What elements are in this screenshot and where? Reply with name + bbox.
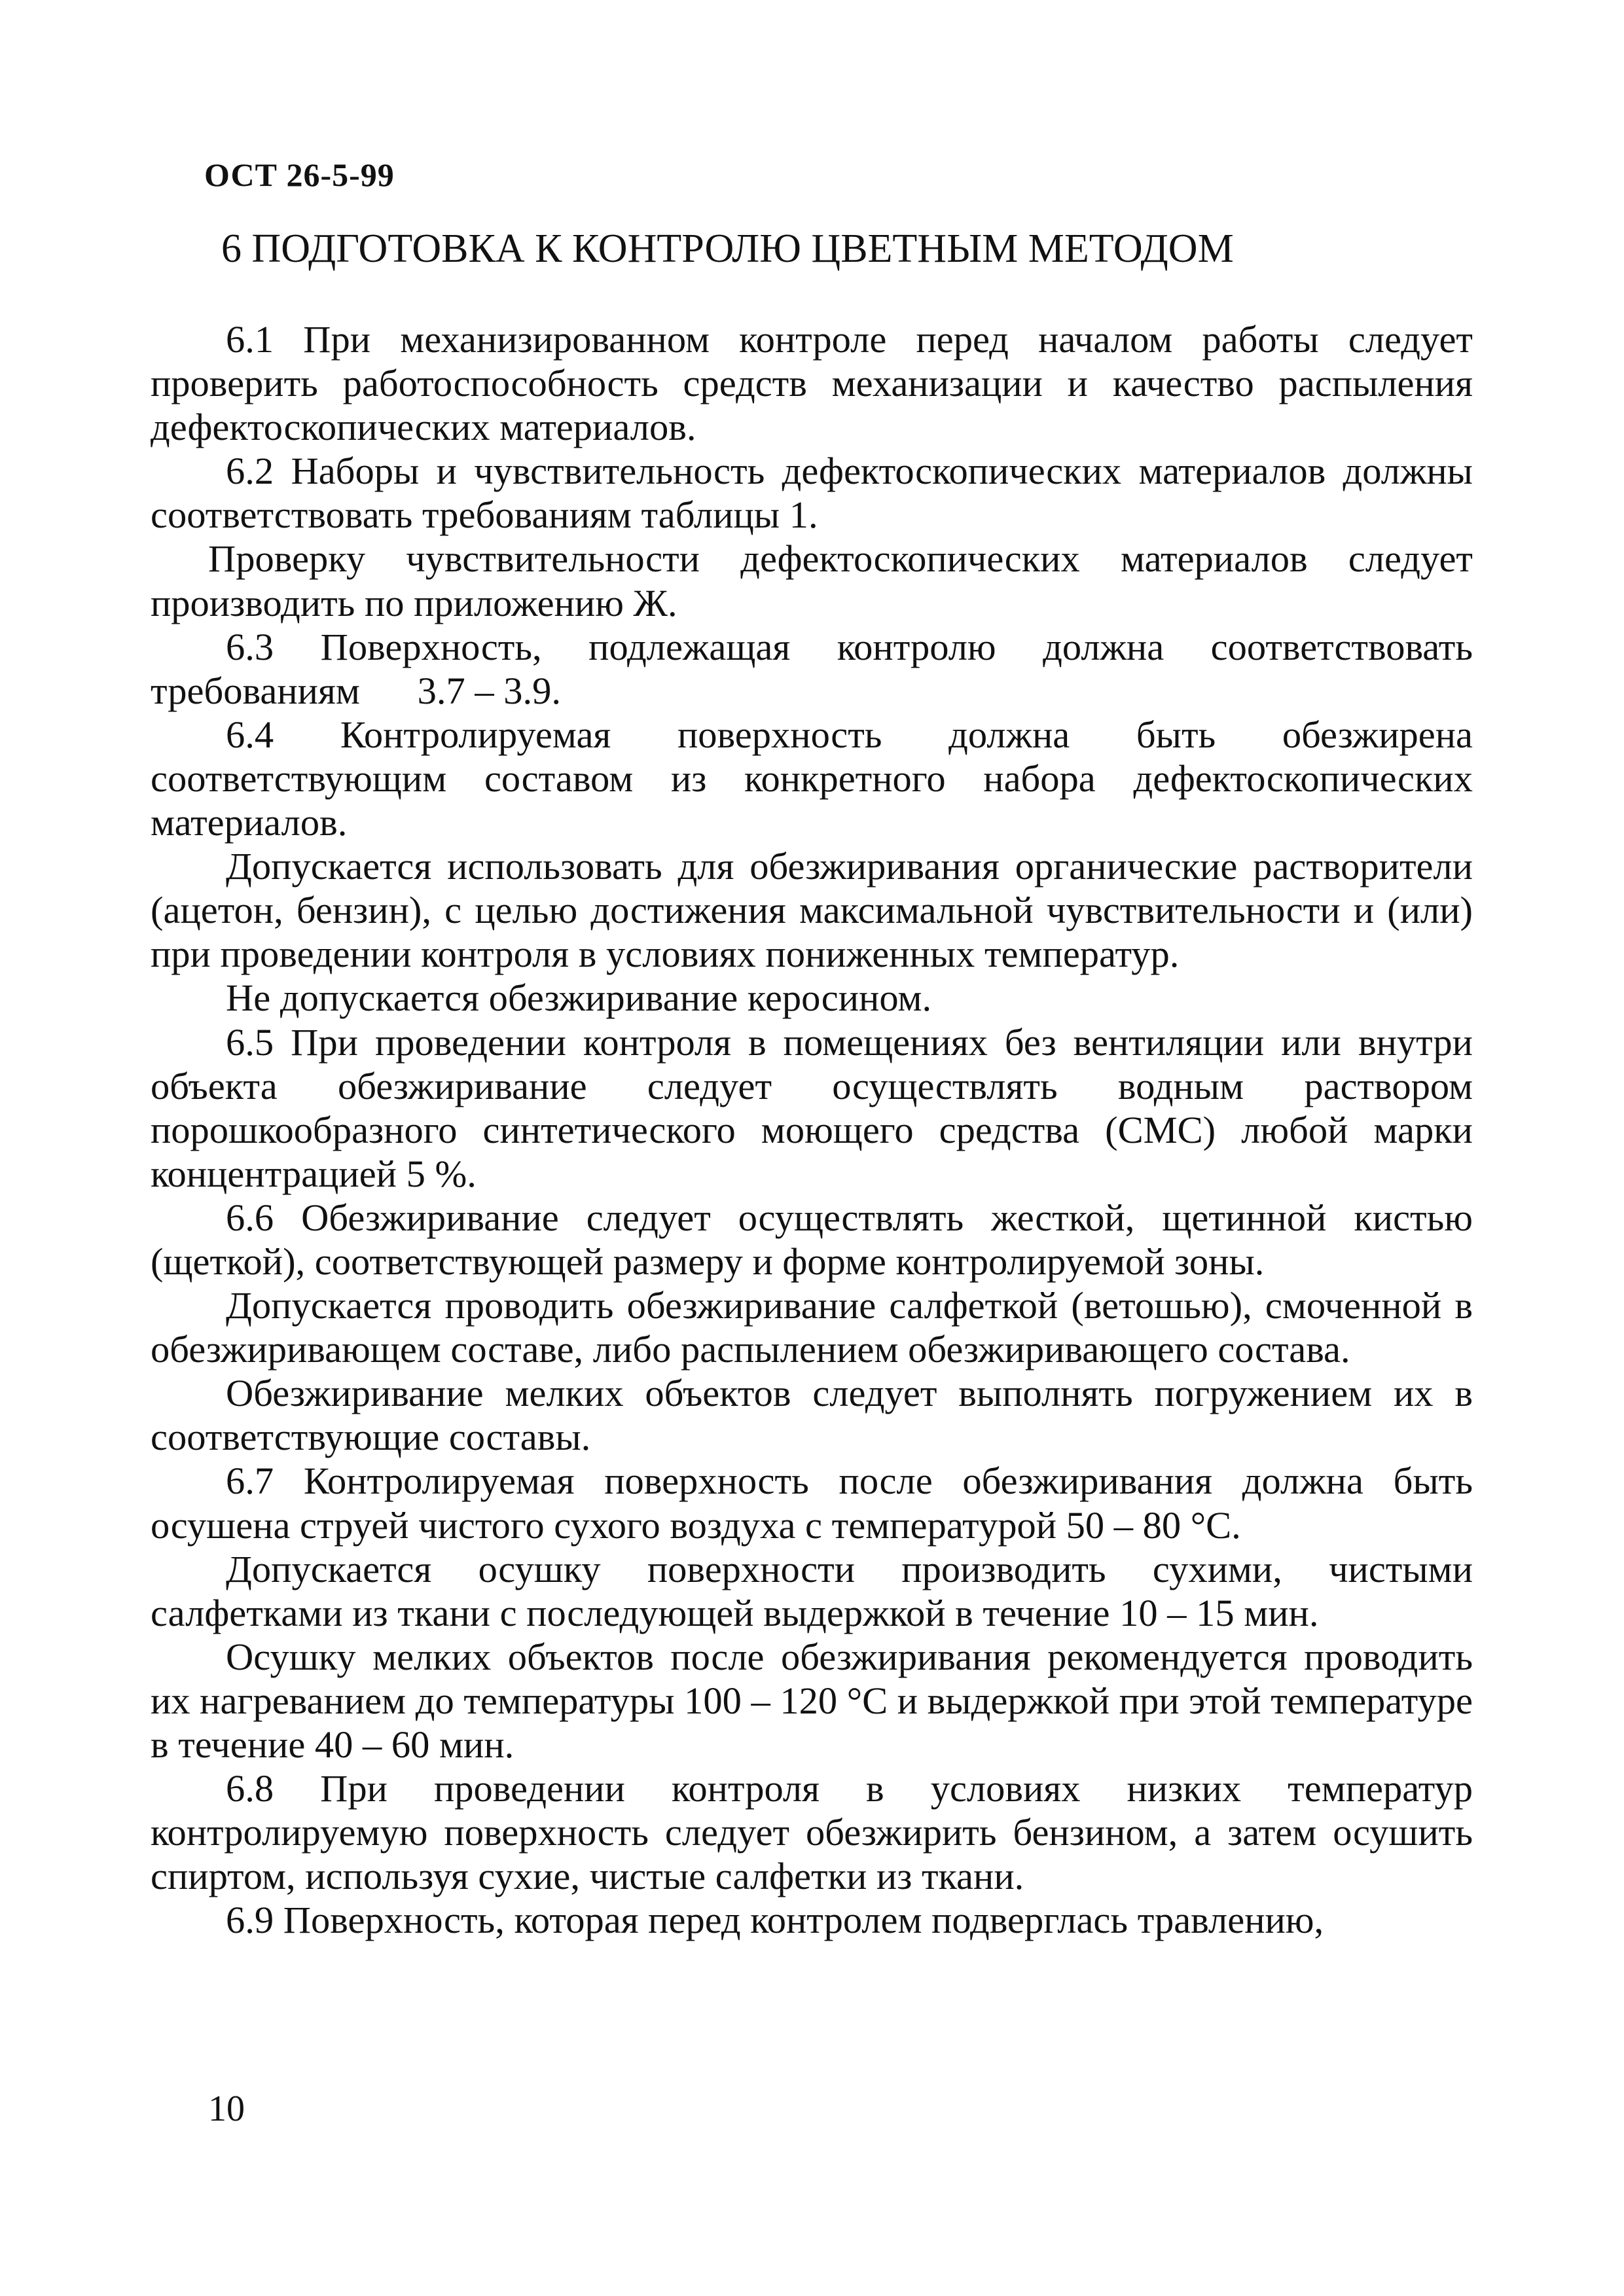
paragraph-6-8: 6.8 При проведении контроля в условиях низких температур контролируемую поверхность следует обезжирить бензином, а затем осушить спиртом, используя сухие, чистые салфетки из ткани. xyxy=(151,1767,1473,1898)
paragraph-6-6: 6.6 Обезжиривание следует осуществлять жесткой, щетинной кистью (щеткой), соответствующей размеру и форме контролируемой зоны. xyxy=(151,1196,1473,1283)
paragraph-6-6-small-objects: Обезжиривание мелких объектов следует выполнять погружением их в соответствующие составы. xyxy=(151,1372,1473,1459)
paragraph-6-2-sensitivity-check: Проверку чувствительности дефектоскопических материалов следует производить по приложению Ж. xyxy=(151,537,1473,624)
paragraph-6-7-drying: Допускается осушку поверхности производить сухими, чистыми салфетками из ткани с последующей выдержкой в течение 10 – 15 мин. xyxy=(151,1547,1473,1634)
body-text xyxy=(151,317,1483,1942)
section-title: 6 ПОДГОТОВКА К КОНТРОЛЮ ЦВЕТНЫМ МЕТОДОМ xyxy=(221,226,1234,271)
paragraph-6-7-small-objects: Осушку мелких объектов после обезжиривания рекомендуется проводить их нагреванием до температуры 100 – 120 °С и выдержкой при этой температуре в течение 40 – 60 мин. xyxy=(151,1635,1473,1766)
paragraph-6-4-kerosene: Не допускается обезжиривание керосином. xyxy=(226,977,932,1020)
paragraph-6-6-napkin: Допускается проводить обезжиривание салфеткой (ветошью), смоченной в обезжиривающем составе, либо распылением обезжиривающего состава. xyxy=(151,1284,1473,1371)
page-number: 10 xyxy=(208,2089,245,2129)
paragraph-6-2: 6.2 Наборы и чувствительность дефектоскопических материалов должны соответствовать требованиям таблицы 1. xyxy=(151,450,1473,537)
paragraph-6-3: 6.3 Поверхность, подлежащая контролю должна соответствовать требованиям 3.7 – 3.9. xyxy=(151,625,1483,712)
paragraph-6-4: 6.4 Контролируемая поверхность должна быть обезжирена соответствующим составом из конкретного набора дефектоскопических материалов. xyxy=(151,713,1473,844)
document-code: ОСТ 26-5-99 xyxy=(204,156,395,193)
paragraph-6-9: 6.9 Поверхность, которая перед контролем подверглась травлению, xyxy=(226,1899,1324,1942)
paragraph-6-7: 6.7 Контролируемая поверхность после обезжиривания должна быть осушена струей чистого сухого воздуха с температурой 50 – 80 °С. xyxy=(151,1460,1473,1547)
paragraph-6-1: 6.1 При механизированном контроле перед началом работы следует проверить работоспособность средств механизации и качество распыления дефектоскопических материалов. xyxy=(151,318,1473,449)
paragraph-6-5: 6.5 При проведении контроля в помещениях без вентиляции или внутри объекта обезжиривание следует осуществлять водным раствором порошкообразного синтетического моющего средства (СМС) любой марки концентрацией 5 %. xyxy=(151,1020,1473,1195)
paragraph-6-4-solvents: Допускается использовать для обезжиривания органические растворители (ацетон, бензин), с целью достижения максимальной чувствительности и (или) при проведении контроля в условиях пониженных температур. xyxy=(151,845,1473,976)
